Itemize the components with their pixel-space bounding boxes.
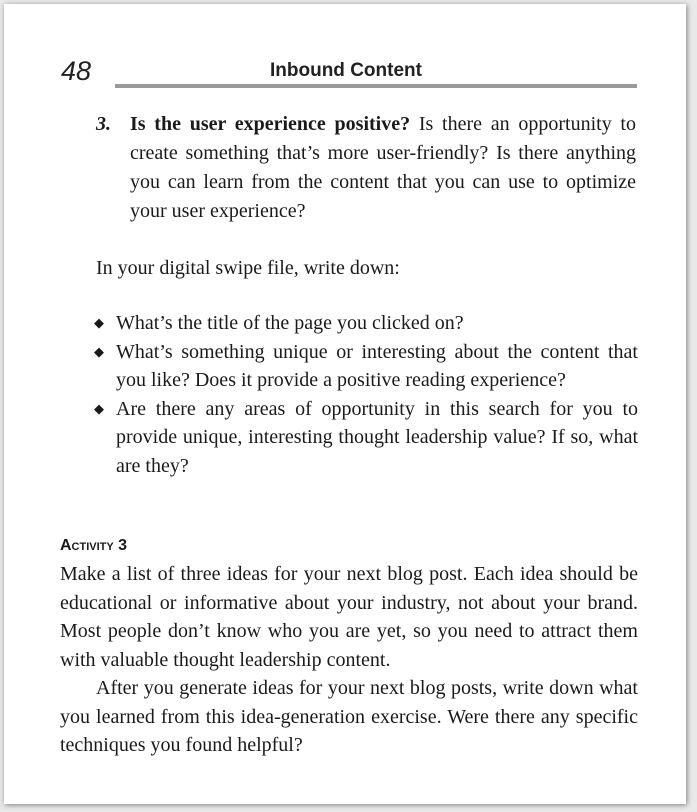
activity-body — [60, 560, 638, 760]
bullet-list — [92, 309, 638, 480]
bullet-text: What’s something unique or interesting about the content that you like? Does it provide a positive reading experience? — [116, 340, 638, 391]
bullet-text: Are there any areas of opportunity in this search for you to provide unique, interesting thought leadership value? If so, what are they? — [116, 397, 638, 477]
diamond-bullet-icon: ◆ — [94, 315, 104, 330]
list-item — [92, 338, 638, 395]
diamond-bullet-icon: ◆ — [94, 400, 104, 416]
activity-paragraph: After you generate ideas for your next blog posts, write down what you learned from this idea-generation exercise. Were there any specific techniques you found helpful? — [60, 677, 638, 756]
intro-paragraph: In your digital swipe file, write down: — [96, 257, 400, 279]
diamond-bullet-icon: ◆ — [94, 343, 104, 359]
item-text: Is there an opportunity to create something that’s more user-friendly? Is there anything you can learn from the content that you can use to optimize your user experience? — [130, 113, 636, 222]
item-number: 3. — [96, 113, 111, 135]
header-rule — [115, 84, 637, 88]
page-number: 48 — [61, 56, 92, 86]
activity-paragraph: Make a list of three ideas for your next blog post. Each idea should be educational or informative about your industry, not about your brand. Most people don’t know who you are yet, so you need to attract them with valuable thought leadership content. — [60, 563, 638, 671]
numbered-item — [96, 110, 636, 226]
list-item — [92, 395, 638, 481]
list-item — [92, 309, 638, 338]
item-lead-question: Is the user experience positive? — [130, 113, 411, 135]
bullet-text: What’s the title of the page you clicked on? — [116, 312, 464, 334]
running-head: Inbound Content — [270, 60, 422, 81]
book-page — [4, 4, 686, 804]
item-body — [130, 110, 636, 226]
activity-heading: Activity 3 — [60, 537, 128, 554]
